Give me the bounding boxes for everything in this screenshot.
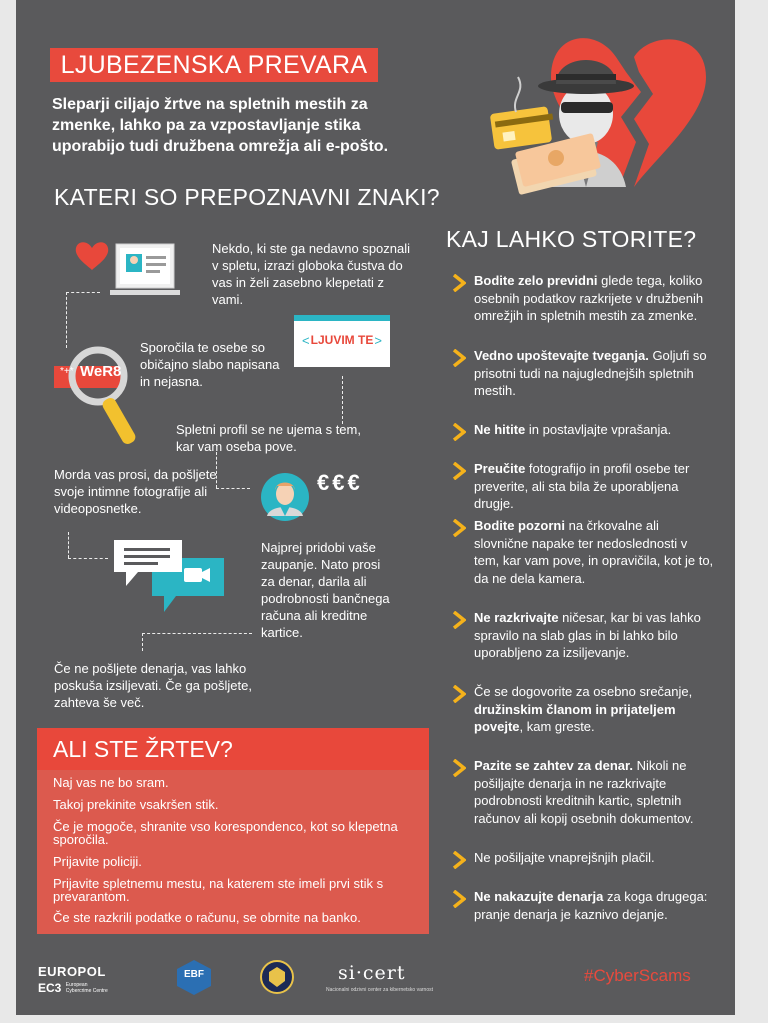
sign-item: Najprej pridobi vaše zaupanje. Nato prosi za denar, darila ali podrobnosti bančnega računa ali kreditne kartice. [261,540,390,640]
chevron-right-icon [452,274,466,292]
ebf-logo: EBF [174,958,214,996]
victim-panel [37,728,429,934]
page-title: LJUBEZENSKA PREVARA [60,51,368,79]
sign-item: Spletni profil se ne ujema s tem, kar vam oseba pove. [176,422,361,454]
chevron-right-icon [452,611,466,629]
infographic: LJUBEZENSKA PREVARA Sleparji ciljajo žrtve na spletnih mestih za zmenke, lahko pa za vzpostavljanje stika uporabijo tudi družbena omrežja ali e-pošto. KATERI SO PREPOZNAVNI ZNAKI? Nekdo, ki ste ga nedavno spoznali v spletu, izrazi globoka čustva do vas in želi zasebno klepetati z vami. *+* WeR8 Sporočila te osebe so običajno slabo napisana in nejasna. LJUVIM TE < > Spletni profil se ne ujema s tem, kar vam oseba pove. Morda vas prosi, da pošljete svoje intimne fotografije ali videoposnetke. €€€ Najprej pridobi vaše zaupanje. Nato prosi za denar, darila ali podrobnosti bančnega računa ali kreditne kartice. Če ne pošljete denarja, vas lahko poskuša izsiljevati. Če ga pošljete, zahteva še več. KAJ LAHKO STORITE? Bodite zelo previdni glede tega, koliko osebnih podatkov razkrijete v družbenih omrežjih in spletnih mestih za zmenke. Vedno upoštevajte tveganja. Goljufi so prisotni tudi na najuglednejših spletnih mestih. Ne hitite in postavljajte vprašanja. Preučite fotografijo in profil osebe ter preverite, ali sta bila že uporabljena drugje. Bodite pozorni na črkovalne ali slovnične napake ter nedoslednosti v tem, kar vam pove, in opravičila, kot je to, da ne dela kamera. Ne razkrivajte ničesar, kar bi vas lahko spravilo na slab glas in bi lahko bilo uporabljeno za izsiljevanje. Če se dogovorite za osebno srečanje, družinskim članom in prijateljem povejte, kam greste. Pazite se zahtev za denar. Nikoli ne pošiljajte denarja in ne razkrivajte podrobnosti kreditnih kartic, spletnih računov ali kopij osebnih dokumentov. Ne pošiljajte vnaprejšnjih plačil. Ne nakazujte denarja za koga drugega: pranje denarja je kaznivo dejanje. ALI STE ŽRTEV? Naj vas ne bo sram. Takoj prekinite vsakršen stik. Če je mogoče, shranite vso korespondenco, kot so klepetna sporočila. Prijavite policiji. Prijavite spletnemu mestu, na katerem ste imeli prvi stik s prevarantom. Če ste razkrili podatke o računu, se obrnite na banko. EUROPOL EC3 European Cybercrime Centre EBF si·cert Nacionalni odzivni center za kibernetsko varnost #CyberScams [16,0,735,1015]
hashtag: #CyberScams [584,966,691,985]
love-message-text: LJUVIM TE [310,333,374,347]
victim-item: Naj vas ne bo sram. [53,775,169,790]
chevron-right-icon [452,423,466,441]
chevron-right-icon [452,685,466,703]
victim-item: Če je mogoče, shranite vso korespondenco, kot so klepetna sporočila. [53,819,398,847]
sicert-subtitle: Nacionalni odzivni center za kibernetsko varnost [326,987,433,993]
chevron-right-icon [452,890,466,908]
title-banner [50,48,378,82]
police-badge-logo [260,960,294,994]
sign-item: Nekdo, ki ste ga nedavno spoznali v spletu, izrazi globoka čustva do vas in želi zasebno klepetati z vami. [212,241,411,307]
speech-bubbles-icon [114,538,226,614]
sign-item: Če ne pošljete denarja, vas lahko poskuša izsiljevati. Če ga pošljete, zahteva še več. [54,661,252,710]
sicert-logo: si·cert [338,962,406,984]
signs-heading: KATERI SO PREPOZNAVNI ZNAKI? [54,184,440,210]
sign-item: Morda vas prosi, da pošljete svoje intimne fotografije ali videoposnetke. [54,467,217,516]
actions-heading: KAJ LAHKO STORITE? [446,226,697,252]
victim-item: Če ste razkrili podatke o računu, se obrnite na banko. [53,910,361,925]
heart-icon [76,242,108,270]
chevron-right-icon [452,759,466,777]
euro-symbols: €€€ [317,470,363,495]
chevron-right-icon [452,349,466,367]
love-message-card: LJUVIM TE < > [294,315,390,367]
sign-item: Sporočila te osebe so običajno slabo napisana in nejasna. [140,340,280,389]
captcha-stars: *+* [60,366,74,377]
victim-panel-header [37,728,429,770]
chevron-right-icon [452,851,466,869]
chevron-right-icon [452,462,466,480]
europol-logo: EUROPOL EC3 European Cybercrime Centre [38,964,108,995]
captcha-text: WeR8 [80,363,122,380]
victim-item: Takoj prekinite vsakršen stik. [53,797,219,812]
profile-screen-illustration [74,238,196,308]
victim-item: Prijavite spletnemu mestu, na katerem ste imeli prvi stik s prevarantom. [53,876,384,904]
victim-heading: ALI STE ŽRTEV? [53,736,233,762]
victim-item: Prijavite policiji. [53,854,142,869]
chevron-right-icon [452,519,466,537]
hero-illustration [456,22,726,202]
intro-text: Sleparji ciljajo žrtve na spletnih mestih za zmenke, lahko pa za vzpostavljanje stika uporabijo tudi družbena omrežja ali e-pošto. [52,96,389,155]
avatar-icon [260,472,310,522]
